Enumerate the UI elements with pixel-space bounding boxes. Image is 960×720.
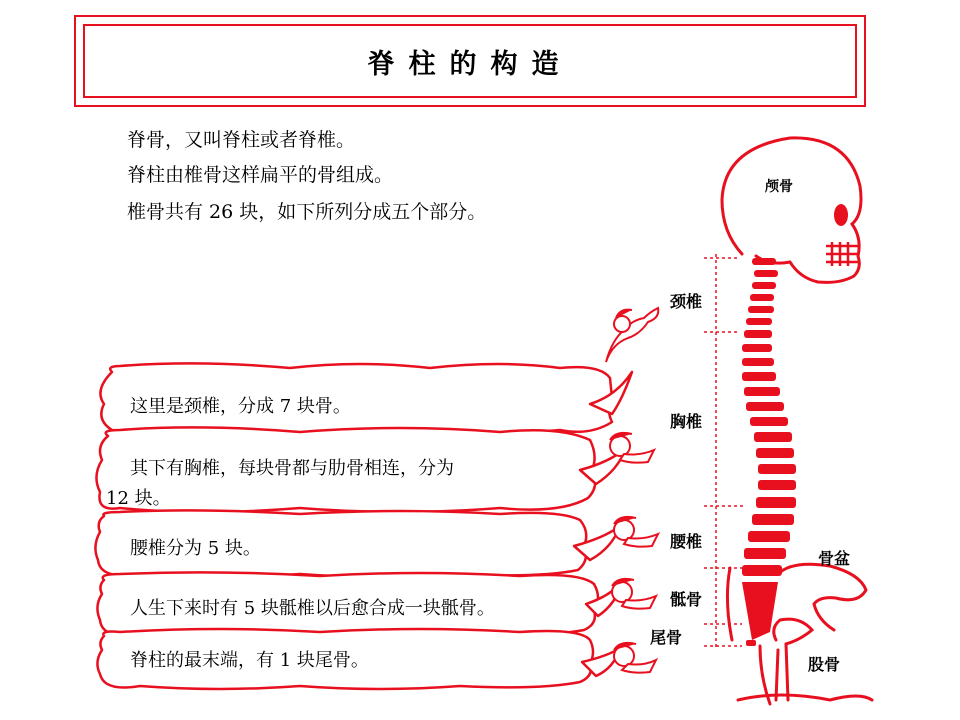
spine-vertebrae bbox=[742, 258, 796, 646]
bubble-text-cervical: 这里是颈椎，分成 7 块骨。 bbox=[130, 396, 351, 417]
label-coccyx: 尾骨 bbox=[650, 628, 683, 647]
bubble-text-sacrum: 人生下来时有 5 块骶椎以后愈合成一块骶骨。 bbox=[130, 598, 495, 619]
label-pelvis: 骨盆 bbox=[818, 549, 851, 568]
label-cervical: 颈椎 bbox=[670, 292, 703, 311]
bubble-text-thoracic-1: 其下有胸椎，每块骨都与肋骨相连，分为 bbox=[130, 458, 454, 479]
label-femur: 股骨 bbox=[808, 655, 841, 674]
intro-line-1: 脊骨，又叫脊柱或者脊椎。 bbox=[127, 129, 356, 151]
label-lumbar: 腰椎 bbox=[670, 532, 703, 551]
intro-line-2: 脊柱由椎骨这样扁平的骨组成。 bbox=[127, 164, 394, 186]
label-sacrum: 骶骨 bbox=[670, 590, 703, 609]
bubble-text-coccyx: 脊柱的最末端，有 1 块尾骨。 bbox=[130, 650, 369, 671]
label-thoracic: 胸椎 bbox=[670, 412, 703, 431]
flying-figure-cervical bbox=[606, 308, 658, 362]
intro-line-3: 椎骨共有 26 块，如下所列分成五个部分。 bbox=[127, 201, 487, 223]
bubble-text-thoracic-2: 12 块。 bbox=[106, 488, 171, 509]
flying-figure-sacrum bbox=[612, 579, 656, 609]
flying-figure-lumbar bbox=[614, 517, 658, 547]
page-title: 脊柱的构造 bbox=[367, 48, 573, 80]
femur-outline bbox=[774, 619, 812, 700]
skull-eye bbox=[834, 204, 848, 226]
bubble-text-lumbar: 腰椎分为 5 块。 bbox=[130, 538, 261, 559]
label-skull: 颅骨 bbox=[765, 179, 793, 195]
